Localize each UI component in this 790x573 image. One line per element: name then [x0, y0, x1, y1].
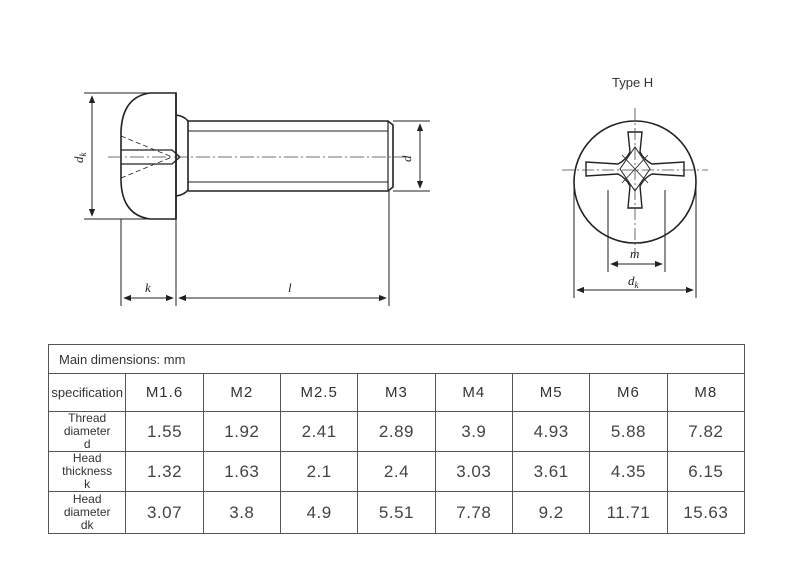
row-label-line2: d	[83, 437, 91, 451]
label-dk-top: $d_k$	[628, 273, 639, 290]
table-cell: 4.9	[280, 492, 357, 534]
table-cell: 7.78	[435, 492, 512, 534]
size-m2-5: M2.5	[280, 374, 357, 412]
row-label-line1: Head diameter	[63, 492, 111, 519]
size-m2: M2	[203, 374, 280, 412]
size-m1-6: M1.6	[126, 374, 203, 412]
size-m8: M8	[667, 374, 744, 412]
row-label-line2: dk	[80, 518, 94, 532]
table-cell: 15.63	[667, 492, 744, 534]
table-cell: 4.35	[590, 452, 667, 492]
label-dk-side: $d_k$	[71, 152, 88, 163]
table-cell: 5.51	[358, 492, 435, 534]
row-label-head-thickness	[49, 452, 126, 492]
table-cell: 3.03	[435, 452, 512, 492]
table-cell: 3.8	[203, 492, 280, 534]
dimension-dk-side	[84, 93, 150, 219]
size-m4: M4	[435, 374, 512, 412]
table-cell: 3.9	[435, 412, 512, 452]
table-cell: 1.63	[203, 452, 280, 492]
screw-head	[121, 93, 176, 219]
label-l: l	[288, 280, 292, 295]
label-d-side: d	[399, 155, 414, 162]
table-cell: 6.15	[667, 452, 744, 492]
table-cell: 2.1	[280, 452, 357, 492]
table-cell: 3.61	[512, 452, 589, 492]
label-m: m	[630, 246, 640, 261]
table-cell: 4.93	[512, 412, 589, 452]
screw-shank	[188, 121, 393, 191]
table-cell: 1.55	[126, 412, 203, 452]
table-cell: 1.92	[203, 412, 280, 452]
table-cell: 1.32	[126, 452, 203, 492]
table-cell: 9.2	[512, 492, 589, 534]
size-m5: M5	[512, 374, 589, 412]
label-k: k	[145, 280, 151, 295]
table-row-specification	[49, 374, 745, 412]
row-label-line1: Head thickness	[62, 451, 113, 478]
row-label-line2: k	[84, 477, 91, 491]
screw-side-view	[121, 93, 393, 219]
table-row	[49, 452, 745, 492]
row-label-line1: Thread diameter	[63, 411, 111, 438]
table-row	[49, 412, 745, 452]
screw-slot	[121, 150, 180, 164]
table-cell: 11.71	[590, 492, 667, 534]
row-label-thread-diameter	[49, 412, 126, 452]
table-cell: 2.89	[358, 412, 435, 452]
table-cell: 7.82	[667, 412, 744, 452]
table-caption: Main dimensions: mm	[49, 345, 745, 374]
specification-label: specification	[49, 374, 126, 412]
row-label-head-diameter	[49, 492, 126, 534]
size-m3: M3	[358, 374, 435, 412]
type-h-label: Type H	[612, 75, 654, 90]
dimension-k-l	[121, 191, 389, 306]
size-m6: M6	[590, 374, 667, 412]
table-row	[49, 492, 745, 534]
table-cell: 5.88	[590, 412, 667, 452]
table-cell: 3.07	[126, 492, 203, 534]
dimensions-table	[48, 344, 745, 534]
table-cell: 2.4	[358, 452, 435, 492]
table-cell: 2.41	[280, 412, 357, 452]
